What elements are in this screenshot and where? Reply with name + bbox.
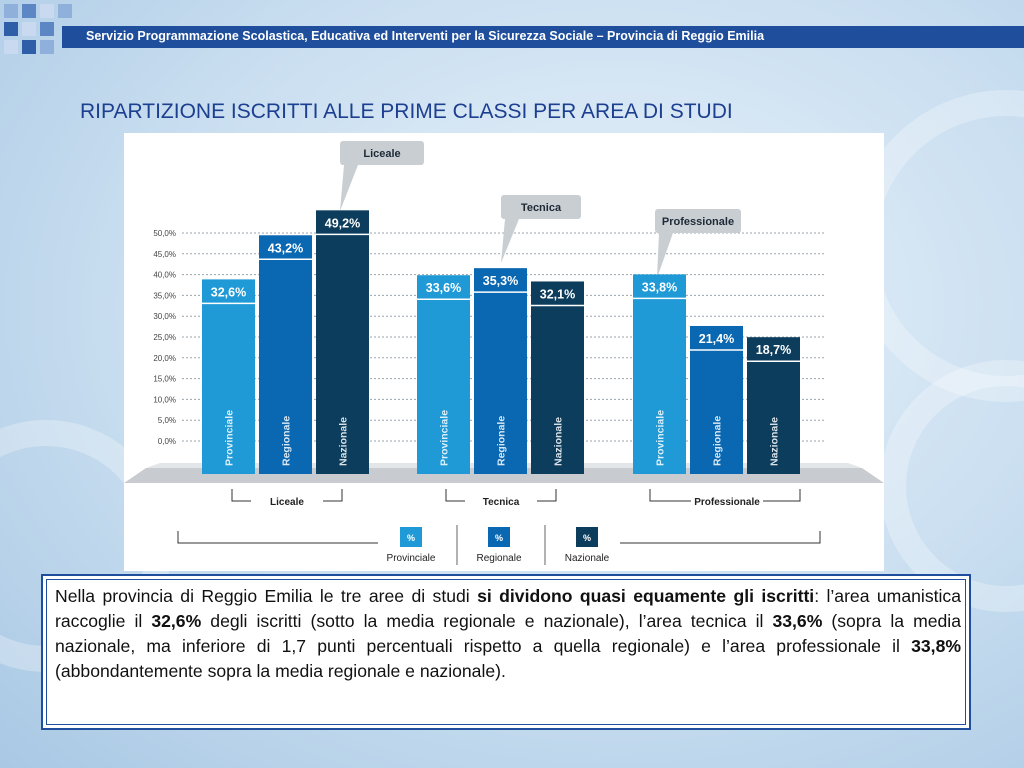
summary-text-bold: 32,6% [151, 611, 202, 631]
summary-text-part: (abbondantemente sopra la media regionale e nazionale). [55, 661, 506, 681]
bar-series-label: Regionale [711, 415, 724, 466]
y-tick-label: 45,0% [153, 249, 176, 259]
legend-label: Nazionale [564, 553, 610, 564]
legend-bracket [620, 531, 820, 543]
y-tick-label: 20,0% [153, 353, 176, 363]
y-tick-label: 35,0% [153, 291, 176, 301]
header-subtitle: Servizio Programmazione Scolastica, Educativa ed Interventi per la Sicurezza Sociale – Provincia di Reggio Emilia [86, 29, 765, 43]
summary-text-part: degli iscritti (sotto la media regionale e nazionale), l’area tecnica il [201, 611, 773, 631]
bar-series-label: Nazionale [552, 416, 565, 466]
summary-text-part: Nella provincia di Reggio Emilia le tre aree di studi [55, 586, 478, 606]
group-bracket [537, 489, 556, 501]
summary-box [41, 574, 971, 730]
bar-data-label: 35,3% [482, 274, 519, 289]
y-tick-label: 25,0% [153, 333, 176, 342]
legend-swatch-symbol: % [582, 533, 592, 543]
legend-swatch-symbol: % [494, 533, 504, 543]
y-tick-label: 10,0% [153, 395, 176, 405]
bar-data-label: 21,4% [698, 331, 735, 346]
summary-text-bold: 33,8% [911, 636, 961, 656]
summary-text-part: : l’area umanistica raccoglie il [55, 586, 961, 631]
bar-data-label: 43,2% [267, 241, 304, 256]
y-tick-label: 40,0% [153, 270, 176, 280]
bar-data-label: 33,6% [425, 281, 462, 296]
corner-square [22, 40, 36, 54]
callout-label: Tecnica [520, 202, 562, 214]
header-bar [62, 26, 1024, 48]
callout-pointer [340, 165, 358, 211]
legend-label: Regionale [476, 553, 522, 564]
corner-square [40, 40, 54, 54]
summary-text-part: (sopra la media nazionale, ma inferiore di 1,7 punti percentuali rispetto a quella regionale) e l’area professionale il [55, 611, 961, 656]
summary-text-bold: si dividono quasi equamente gli iscritti [477, 586, 815, 606]
bar-series-label: Provinciale [438, 409, 451, 466]
bar-data-label: 32,6% [210, 285, 247, 300]
group-bracket [323, 489, 342, 501]
bar-data-label: 18,7% [755, 343, 792, 358]
corner-square [40, 22, 54, 36]
bar-series-label: Nazionale [337, 416, 350, 466]
bar-series-label: Provinciale [654, 409, 667, 466]
bar-data-label: 49,2% [324, 216, 361, 231]
corner-square [58, 4, 72, 18]
chart-panel [124, 133, 884, 571]
bar-data-label: 32,1% [539, 287, 576, 302]
callout-pointer [501, 219, 519, 263]
slide-title: RIPARTIZIONE ISCRITTI ALLE PRIME CLASSI PER AREA DI STUDI [80, 100, 733, 123]
legend-bracket [178, 531, 378, 543]
bar-series-label: Provinciale [223, 409, 236, 466]
y-tick-label: 50,0% [153, 229, 176, 238]
corner-square [40, 4, 54, 18]
corner-square [22, 22, 36, 36]
callout-pointer [657, 233, 673, 278]
bar-series-label: Nazionale [768, 416, 781, 466]
group-bracket [650, 489, 691, 501]
bar-series-label: Regionale [280, 415, 293, 466]
group-label: Tecnica [482, 497, 520, 508]
bar-series-label: Regionale [495, 415, 508, 466]
y-tick-label: 5,0% [157, 416, 176, 426]
group-label: Liceale [270, 497, 304, 508]
corner-square [4, 22, 18, 36]
summary-text [55, 584, 961, 684]
group-label: Professionale [694, 497, 760, 508]
y-tick-label: 0,0% [157, 437, 176, 446]
legend-swatch-symbol: % [406, 533, 416, 543]
group-bracket [446, 489, 465, 501]
corner-square [4, 4, 18, 18]
group-bracket [763, 489, 800, 501]
legend-label: Provinciale [386, 553, 436, 564]
y-tick-label: 15,0% [153, 374, 176, 384]
corner-square [4, 40, 18, 54]
callout-label: Liceale [363, 148, 401, 160]
group-bracket [232, 489, 251, 501]
bar-chart [124, 133, 884, 571]
bar-data-label: 33,8% [641, 280, 678, 295]
y-tick-label: 30,0% [153, 312, 176, 322]
summary-text-bold: 33,6% [772, 611, 823, 631]
corner-square [22, 4, 36, 18]
callout-label: Professionale [661, 216, 735, 228]
